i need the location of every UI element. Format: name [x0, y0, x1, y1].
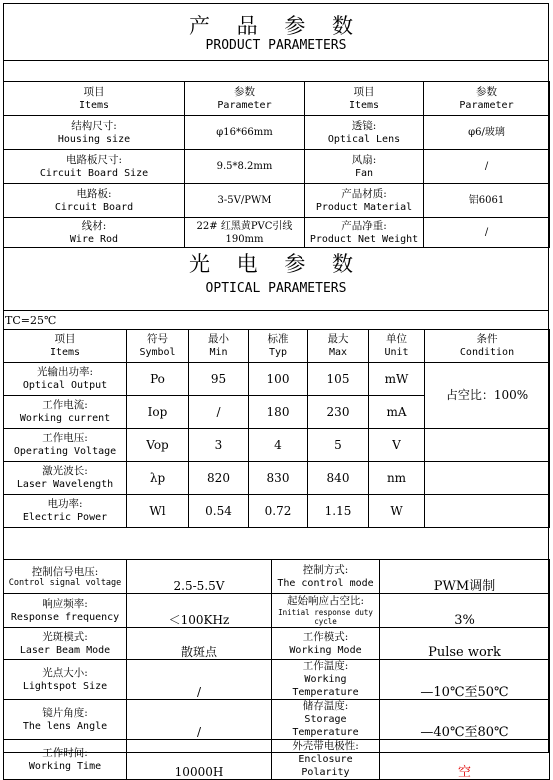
empty-cell [425, 462, 550, 495]
min-cell: 820 [189, 462, 249, 495]
table-row [4, 740, 550, 780]
max-cell: 840 [308, 462, 369, 495]
header-cell: 项目 Items [4, 82, 185, 116]
unit-cell: V [369, 429, 425, 462]
min-cell: 3 [189, 429, 249, 462]
param-value: 3-5V/PWM [185, 184, 305, 218]
symbol-cell: Po [127, 363, 189, 396]
item-label: 电路板: Circuit Board [4, 184, 185, 218]
item-label: 电路板尺寸: Circuit Board Size [4, 150, 185, 184]
header-cell: 最大 Max [308, 330, 369, 363]
table-row [4, 116, 550, 150]
item-label: 光斑模式: Laser Beam Mode [4, 628, 127, 660]
item-label: 光点大小: Lightspot Size [4, 660, 127, 700]
max-cell: 5 [308, 429, 369, 462]
table-row [4, 218, 550, 248]
symbol-cell: Iop [127, 396, 189, 429]
page-title-en: PRODUCT PARAMETERS [205, 38, 347, 53]
optical-table [3, 329, 550, 528]
param-value: —40℃至80℃ [380, 700, 550, 740]
divider [4, 60, 548, 61]
param-value: 2.5-5.5V [127, 560, 272, 594]
condition-cell: 占空比：100% [425, 363, 550, 429]
item-label: 透镜: Optical Lens [305, 116, 424, 150]
item-label: 产品材质: Product Material [305, 184, 424, 218]
header-cell: 参数 Parameter [185, 82, 305, 116]
unit-cell: nm [369, 462, 425, 495]
param-value: / [127, 660, 272, 700]
item-label: 起始响应占空比: Initial response duty cycle [272, 594, 380, 628]
item-label: 控制方式: The control mode [272, 560, 380, 594]
header-cell: 参数 Parameter [424, 82, 550, 116]
typ-cell: 830 [249, 462, 308, 495]
param-value: 10000H [127, 740, 272, 780]
table-row [4, 429, 550, 462]
typ-cell: 180 [249, 396, 308, 429]
polarity-value: 空 [380, 740, 550, 780]
min-cell: 95 [189, 363, 249, 396]
table-row [4, 462, 550, 495]
item-label: 结构尺寸: Housing size [4, 116, 185, 150]
max-cell: 1.15 [308, 495, 369, 528]
header-cell: 项目 Items [305, 82, 424, 116]
item-label: 响应频率: Response frequency [4, 594, 127, 628]
header-cell: 标准 Typ [249, 330, 308, 363]
empty-cell [425, 429, 550, 462]
item-label: 线材: Wire Rod [4, 218, 185, 248]
param-value: Pulse work [380, 628, 550, 660]
item-label: 工作电压: Operating Voltage [4, 429, 127, 462]
symbol-cell: Wl [127, 495, 189, 528]
table-row [4, 660, 550, 700]
section-title-en: OPTICAL PARAMETERS [205, 281, 347, 296]
table-row [4, 363, 550, 396]
item-label: 储存温度: Storage Temperature [272, 700, 380, 740]
table-row [4, 150, 550, 184]
typ-cell: 0.72 [249, 495, 308, 528]
item-label: 工作温度: Working Temperature [272, 660, 380, 700]
item-label: 风扇: Fan [305, 150, 424, 184]
param-value: —10℃至50℃ [380, 660, 550, 700]
table-row [4, 700, 550, 740]
param-value: 散斑点 [127, 628, 272, 660]
typ-cell: 100 [249, 363, 308, 396]
item-label: 光输出功率: Optical Output [4, 363, 127, 396]
param-value: φ16*66mm [185, 116, 305, 150]
item-label: 镜片角度: The lens Angle [4, 700, 127, 740]
section-title-cn: 光 电 参 数 [188, 252, 364, 276]
header-cell: 最小 Min [189, 330, 249, 363]
divider [4, 310, 548, 311]
param-value: ＜100KHz [127, 594, 272, 628]
control-table [3, 559, 550, 780]
header-cell: 条件 Condition [425, 330, 550, 363]
table-header-row [4, 82, 550, 116]
item-label: 工作电流: Working current [4, 396, 127, 429]
item-label: 产品净重: Product Net Weight [305, 218, 424, 248]
item-label: 工作时间: Working Time [4, 740, 127, 780]
table-header-row [4, 330, 550, 363]
typ-cell: 4 [249, 429, 308, 462]
param-value: 铝6061 [424, 184, 550, 218]
header-cell: 单位 Unit [369, 330, 425, 363]
param-value: 9.5*8.2mm [185, 150, 305, 184]
item-label: 控制信号电压: Control signal voltage [4, 560, 127, 594]
table-row [4, 594, 550, 628]
unit-cell: W [369, 495, 425, 528]
unit-cell: mW [369, 363, 425, 396]
header-cell: 项目 Items [4, 330, 127, 363]
spec-sheet [3, 3, 549, 780]
param-value: PWM调制 [380, 560, 550, 594]
param-value: / [424, 150, 550, 184]
page-title-cn: 产 品 参 数 [188, 14, 364, 38]
min-cell: / [189, 396, 249, 429]
table-row [4, 560, 550, 594]
table-row [4, 495, 550, 528]
param-value: 3% [380, 594, 550, 628]
temperature-note: TC=25℃ [5, 314, 57, 327]
table-row [4, 628, 550, 660]
item-label: 激光波长: Laser Wavelength [4, 462, 127, 495]
param-value: 22# 红黑黄PVC引线 190mm [185, 218, 305, 248]
symbol-cell: λp [127, 462, 189, 495]
table-row [4, 184, 550, 218]
item-label: 外壳带电极性: Enclosure Polarity [272, 740, 380, 780]
product-table [3, 81, 550, 248]
item-label: 工作模式: Working Mode [272, 628, 380, 660]
param-value: / [424, 218, 550, 248]
header-cell: 符号 Symbol [127, 330, 189, 363]
max-cell: 230 [308, 396, 369, 429]
min-cell: 0.54 [189, 495, 249, 528]
symbol-cell: Vop [127, 429, 189, 462]
empty-cell [425, 495, 550, 528]
max-cell: 105 [308, 363, 369, 396]
unit-cell: mA [369, 396, 425, 429]
item-label: 电功率: Electric Power [4, 495, 127, 528]
param-value: φ6/玻璃 [424, 116, 550, 150]
param-value: / [127, 700, 272, 740]
